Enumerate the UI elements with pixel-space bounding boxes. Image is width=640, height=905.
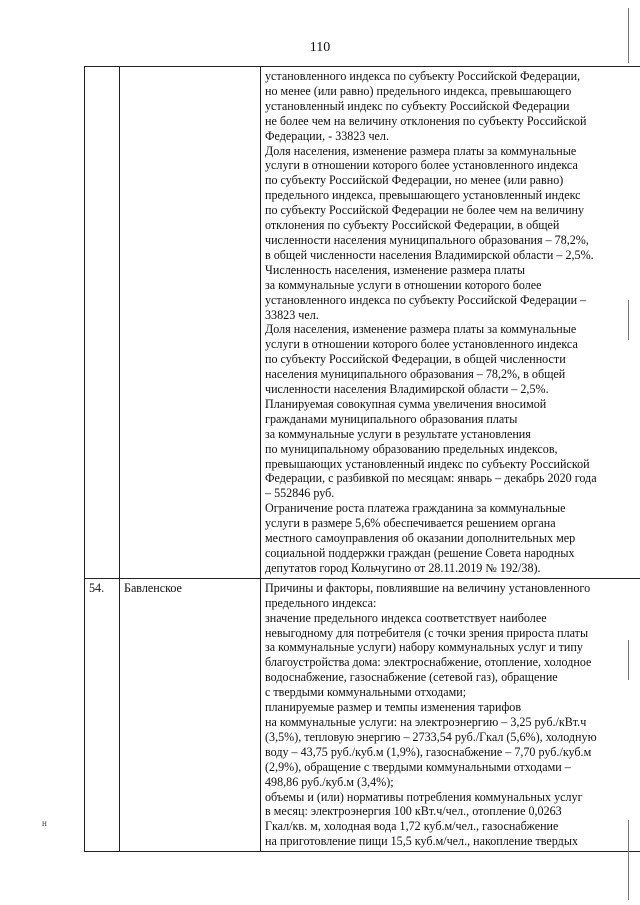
text-line: услуги в отношении которого более установленного индекса (265, 337, 578, 352)
text-line: услуги в отношении которого более установленного индекса (265, 158, 578, 173)
text-line: по субъекту Российской Федерации, но менее (или равно) (265, 173, 564, 188)
text-line: за коммунальные услуги в отношении которого более (265, 277, 542, 292)
row-description (261, 67, 640, 579)
text-line: численности населения муниципального образования – 78,2%, (265, 232, 589, 247)
scan-edge-line (628, 640, 629, 680)
text-line: (3,5%), тепловую энергию – 2733,54 руб./Гкал (5,6%), холодную (265, 729, 597, 744)
text-line: значение предельного индекса соответствует наиболее (265, 610, 547, 625)
text-line: населения муниципального образования – 78,2%, в общей (265, 367, 566, 382)
scan-edge-line (628, 8, 629, 63)
text-line: местного самоуправления об оказании дополнительных мер (265, 531, 576, 546)
text-line: по муниципальному образованию предельных индексов, (265, 441, 558, 456)
text-line: по субъекту Российской Федерации, в общей численности (265, 352, 566, 367)
text-line: Федерации, - 33823 чел. (265, 128, 389, 143)
text-line: Ограничение роста платежа гражданина за коммунальные (265, 501, 566, 516)
text-line: но менее (или равно) предельного индекса, превышающего (265, 83, 572, 98)
scan-edge-line (628, 820, 629, 900)
municipal-index-table (84, 66, 640, 852)
row-number: 54. (85, 578, 120, 851)
text-line: численности населения Владимирской области – 2,5%. (265, 382, 549, 397)
text-line: Гкал/кв. м, холодная вода 1,72 куб.м/чел., газоснабжение (265, 819, 559, 834)
text-line: установленного индекса по субъекту Российской Федерации, (265, 69, 581, 83)
row-number (85, 67, 120, 579)
text-line: установленного индекса по субъекту Российской Федерации – (265, 292, 587, 307)
text-line: Доля населения, изменение размера платы за коммунальные (265, 143, 577, 158)
text-line: невыгодному для потребителя (с точки зрения прироста платы (265, 625, 589, 640)
text-line: объемы и (или) нормативы потребления коммунальных услуг (265, 789, 583, 804)
text-line: превышающих установленный индекс по субъекту Российской (265, 456, 590, 471)
text-line: гражданами муниципального образования платы (265, 411, 518, 426)
text-line: за коммунальные услуги в результате установления (265, 426, 531, 441)
text-line: Федерации, с разбивкой по месяцам: январь – декабрь 2020 года (265, 471, 597, 486)
table-body (85, 67, 640, 852)
text-line: 33823 чел. (265, 307, 319, 322)
text-line: предельного индекса, превышающего установленный индекс (265, 188, 581, 203)
text-line: депутатов город Кольчугино от 28.11.2019 № 192/38). (265, 560, 541, 575)
text-line: за коммунальные услуги) набору коммунальных услуг и типу (265, 640, 583, 655)
text-line: (2,9%), обращение с твердыми коммунальными отходами – (265, 759, 571, 774)
text-line: планируемые размер и темпы изменения тарифов (265, 700, 522, 715)
table-row (85, 67, 640, 579)
text-line: 498,86 руб./куб.м (3,4%); (265, 774, 394, 789)
text-line: предельного индекса: (265, 595, 377, 610)
text-line: в общей численности населения Владимирской области – 2,5%. (265, 247, 594, 262)
table-row (85, 578, 640, 851)
text-line: с твердыми коммунальными отходами; (265, 685, 467, 700)
text-line: в месяц: электроэнергия 100 кВт.ч/чел., отопление 0,0263 (265, 804, 562, 819)
text-line: социальной поддержки граждан (решение Совета народных (265, 546, 575, 560)
text-line: не более чем на величину отклонения по субъекту Российской (265, 113, 587, 128)
text-line: Планируемая совокупная сумма увеличения вносимой (265, 396, 547, 411)
text-line: на коммунальные услуги: на электроэнергию – 3,25 руб./кВт.ч (265, 714, 587, 729)
text-line: Причины и факторы, повлиявшие на величину установленного (265, 580, 591, 595)
text-line: Численность населения, изменение размера платы (265, 262, 525, 277)
municipality-name (120, 67, 261, 579)
page-number: 110 (309, 40, 331, 55)
municipality-name: Бавленское (120, 578, 261, 851)
text-line: воду – 43,75 руб./куб.м (1,9%), газоснабжение – 7,70 руб./куб.м (265, 744, 592, 759)
margin-mark: н (42, 818, 47, 828)
text-line: отклонения по субъекту Российской Федерации, в общей (265, 218, 560, 233)
text-line: установленный индекс по субъекту Российской Федерации (265, 98, 570, 113)
row-description (261, 578, 640, 851)
text-line: услуги в размере 5,6% обеспечивается решением органа (265, 516, 556, 531)
text-line: на приготовление пищи 15,5 куб.м/чел., накопление твердых (265, 834, 579, 849)
text-line: – 552846 руб. (265, 486, 335, 501)
text-line: Доля населения, изменение размера платы за коммунальные (265, 322, 577, 337)
scan-edge-line (628, 300, 629, 340)
text-line: водоснабжение, газоснабжение (сетевой газ), обращение (265, 670, 558, 685)
text-line: благоустройства дома: электроснабжение, отопление, холодное (265, 655, 592, 670)
text-line: по субъекту Российской Федерации не более чем на величину (265, 203, 585, 218)
